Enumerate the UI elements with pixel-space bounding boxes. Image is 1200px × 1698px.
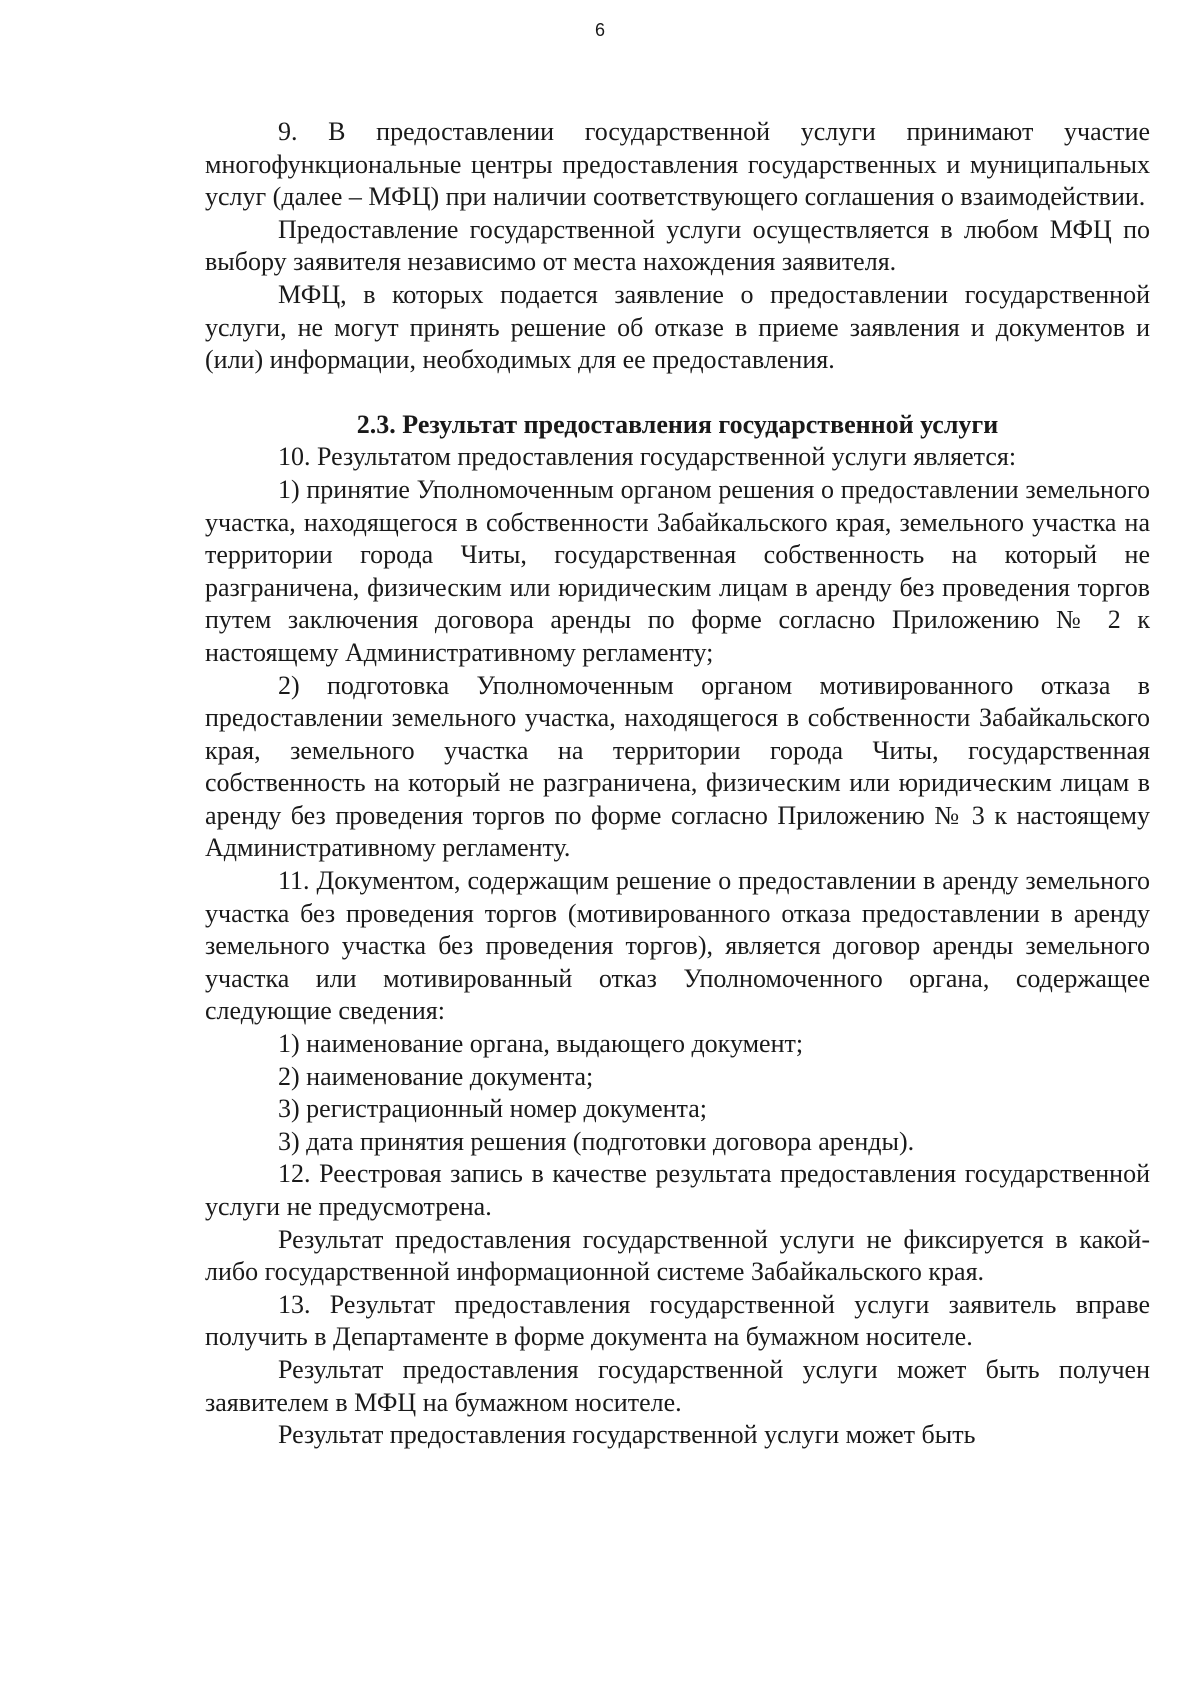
paragraph-continuation: Результат предоставления государственной услуги может быть bbox=[278, 1420, 976, 1450]
paragraph-not-recorded: Результат предоставления государственной услуги не фиксируется в какой-либо государственной информационной системе Забайкальского края. bbox=[205, 1224, 1150, 1287]
paragraph-item-11: 11. Документом, содержащим решение о предоставлении в аренду земельного участка без проведения торгов (мотивированного отказа предоставлении в аренду земельного участка без проведения торгов), является договор аренды земельного участка или мотивированный отказ Уполномоченного органа, содержащее следующие сведения: bbox=[205, 866, 1150, 1026]
paragraph-item-10: 10. Результатом предоставления государственной услуги является: bbox=[278, 442, 1017, 472]
document-body bbox=[205, 116, 1150, 1452]
list-item-registration-number: 3) регистрационный номер документа; bbox=[278, 1094, 707, 1124]
paragraph-item-12: 12. Реестровая запись в качестве результата предоставления государственной услуги не предусмотрена. bbox=[205, 1159, 1150, 1221]
list-item-organ-name: 1) наименование органа, выдающего документ; bbox=[278, 1029, 804, 1059]
paragraph-mfc-choice: Предоставление государственной услуги осуществляется в любом МФЦ по выбору заявителя независимо от места нахождения заявителя. bbox=[205, 214, 1150, 277]
paragraph-item-9: 9. В предоставлении государственной услуги принимают участие многофункциональные центры предоставления государственных и муниципальных услуг (далее – МФЦ) при наличии соответствующего соглашения о взаимодействии. bbox=[205, 117, 1150, 212]
paragraph-item-10-1: 1) принятие Уполномоченным органом решения о предоставлении земельного участка, находящегося в собственности Забайкальского края, земельного участка на территории города Читы, государственная собственность на который не разграничена, физическим или юридическим лицам в аренду без проведения торгов путем заключения договора аренды по форме согласно Приложению № 2 к настоящему Административному регламенту; bbox=[205, 474, 1150, 667]
list-item-decision-date: 3) дата принятия решения (подготовки договора аренды). bbox=[278, 1126, 915, 1156]
paragraph-item-10-2: 2) подготовка Уполномоченным органом мотивированного отказа в предоставлении земельного участка, находящегося в собственности Забайкальского края, земельного участка на территории города Читы, государственная собственность на который не разграничена, физическим или юридическим лицам в аренду без проведения торгов по форме согласно Приложению № 3 к настоящему Административному регламенту. bbox=[205, 670, 1150, 863]
paragraph-mfc-paper: Результат предоставления государственной услуги может быть получен заявителем в МФЦ на бумажном носителе. bbox=[205, 1354, 1150, 1417]
page-number: 6 bbox=[594, 20, 605, 40]
paragraph-mfc-refusal: МФЦ, в которых подается заявление о предоставлении государственной услуги, не могут принять решение об отказе в приеме заявления и документов и (или) информации, необходимых для ее предоставления. bbox=[205, 279, 1150, 375]
list-item-document-name: 2) наименование документа; bbox=[278, 1061, 594, 1091]
section-heading: 2.3. Результат предоставления государственной услуги bbox=[356, 409, 999, 439]
paragraph-item-13: 13. Результат предоставления государственной услуги заявитель вправе получить в Департаменте в форме документа на бумажном носителе. bbox=[205, 1289, 1150, 1352]
